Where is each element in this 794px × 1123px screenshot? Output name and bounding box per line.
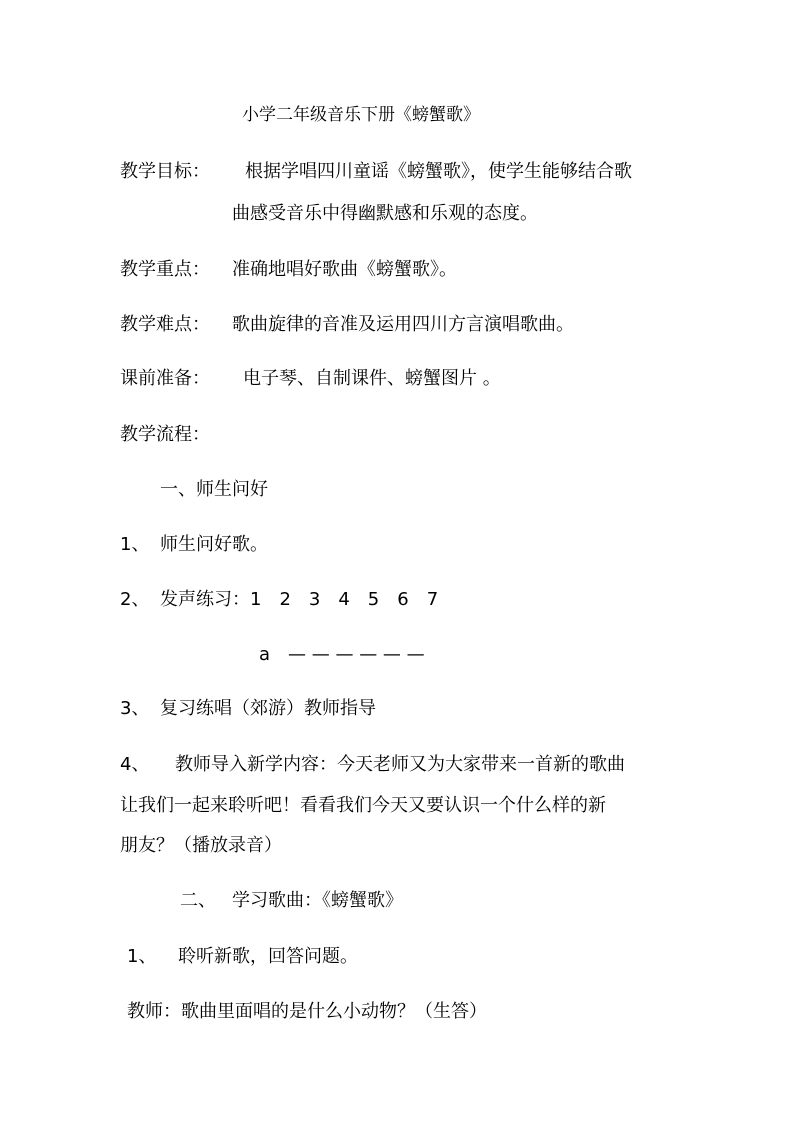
process-label: 教学流程： <box>120 424 210 445</box>
section2-heading-text: 学习歌曲：《螃蟹歌》 <box>232 890 403 911</box>
section1-item2-number: 2、 <box>120 589 150 610</box>
section1-item4-line2: 让我们一起来聆听吧！看看我们今天又要认识一个什么样的新 <box>120 795 606 816</box>
preparation-text: 电子琴、自制课件、螃蟹图片 。 <box>243 368 501 389</box>
section1-heading: 一、师生问好 <box>160 479 268 500</box>
objective-text-line2: 曲感受音乐中得幽默感和乐观的态度。 <box>232 203 538 224</box>
section2-item1-number: 1、 <box>127 946 157 967</box>
section1-item4-line3: 朋友？（播放录音） <box>120 835 282 856</box>
teacher-question: 教师：歌曲里面唱的是什么小动物？（生答） <box>127 1001 487 1022</box>
section1-item4-number: 4、 <box>120 754 150 775</box>
section1-item2-text: 发声练习：1 2 3 4 5 6 7 <box>160 589 439 610</box>
key-point-text: 准确地唱好歌曲《螃蟹歌》。 <box>232 259 457 280</box>
objective-label: 教学目标： <box>120 161 210 182</box>
section1-item1-number: 1、 <box>120 534 150 555</box>
section1-item3-text: 复习练唱（郊游）教师指导 <box>160 698 376 719</box>
section1-item3-number: 3、 <box>120 698 150 719</box>
key-point-label: 教学重点： <box>120 259 210 280</box>
preparation-label: 课前准备： <box>120 368 210 389</box>
difficulty-label: 教学难点： <box>120 314 210 335</box>
objective-text-line1: 根据学唱四川童谣《螃蟹歌》，使学生能够结合歌 <box>245 161 632 182</box>
section2-heading-number: 二、 <box>180 890 216 911</box>
section2-item1-text: 聆听新歌，回答问题。 <box>178 946 358 967</box>
section1-item1-text: 师生问好歌。 <box>160 534 268 555</box>
difficulty-text: 歌曲旋律的音准及运用四川方言演唱歌曲。 <box>232 314 574 335</box>
vocal-exercise-syllable: a — — — — — — <box>259 644 425 665</box>
document-title: 小学二年级音乐下册《螃蟹歌》 <box>242 105 480 125</box>
section1-item4-text: 教师导入新学内容：今天老师又为大家带来一首新的歌曲 <box>175 754 625 775</box>
